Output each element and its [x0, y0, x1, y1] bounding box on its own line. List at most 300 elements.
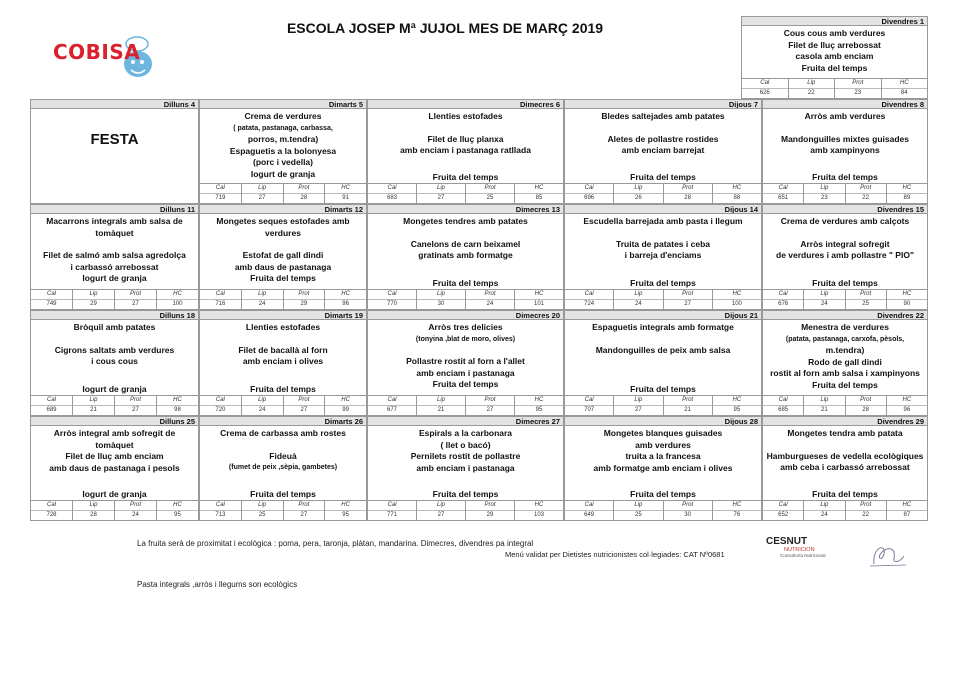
nutrition-table	[763, 500, 927, 520]
menu-dishes	[763, 214, 927, 262]
day-cell	[199, 213, 367, 310]
nutrition-hc-label: HC	[515, 501, 563, 511]
dish-line: verdures	[265, 227, 301, 238]
dessert-line: Fruita del temps	[432, 278, 499, 288]
nutrition-prot-value: 27	[300, 511, 308, 518]
dish-line: Crema de verdures	[244, 111, 322, 121]
dish-line: Pernilets rostit de pollastre	[410, 451, 521, 461]
dish-line: Canelons de carn beixamel	[410, 238, 521, 249]
nutrition-cal	[763, 184, 804, 203]
dish-line: amb enciam i pastanaga	[416, 462, 515, 473]
nutrition-hc	[713, 396, 761, 415]
dish-line: de verdures i amb pollastre " PIO"	[776, 250, 914, 260]
dish-line	[368, 345, 563, 356]
dish-line	[200, 239, 366, 250]
nutrition-cal-value: 651	[778, 194, 789, 201]
dish-line: ( patata, pastanaga, carbassa,	[233, 124, 333, 132]
nutrition-hc-label: HC	[882, 79, 928, 89]
nutrition-prot	[284, 290, 326, 309]
dish-line: Rodo de gall dindi	[808, 356, 882, 367]
nutrition-hc	[325, 501, 366, 520]
nutrition-lip	[614, 501, 663, 520]
nutrition-cal-value: 724	[584, 300, 595, 307]
nutrition-lip-value: 24	[258, 300, 266, 307]
day-cell	[30, 213, 199, 310]
nutrition-cal	[200, 501, 242, 520]
nutrition-cal-value: 713	[215, 511, 226, 518]
cobisa-logo	[53, 30, 163, 85]
nutrition-lip	[614, 290, 663, 309]
nutrition-cal-value: 728	[46, 511, 57, 518]
nutrition-hc-label: HC	[713, 184, 761, 194]
dish-line: Mandonguilles de peix amb salsa	[595, 344, 731, 355]
dish-line: Filet de lluç arrebossat	[788, 39, 881, 50]
nutrition-prot	[284, 184, 326, 203]
nutrition-prot	[846, 184, 887, 203]
nutrition-prot-value: 22	[862, 511, 869, 518]
nutrition-cal-label: Cal	[763, 501, 803, 511]
nutrition-cal	[565, 501, 614, 520]
dish-line: i carbassó arrebossat	[70, 261, 159, 272]
nutrition-hc-value: 96	[342, 300, 349, 307]
dish-line: porros, m.tendra)	[247, 134, 319, 144]
nutrition-cal-label: Cal	[763, 396, 803, 406]
nutrition-lip-label: Lip	[417, 184, 465, 194]
day-cell	[199, 319, 367, 416]
nutrition-prot-value: 27	[300, 406, 308, 413]
nutrition-prot-label: Prot	[115, 396, 156, 406]
nutrition-hc-label: HC	[713, 396, 761, 406]
holiday-label: FESTA	[90, 131, 139, 148]
nutrition-lip-label: Lip	[614, 184, 662, 194]
dessert-line: Fruita del temps	[812, 489, 878, 499]
day-cell	[564, 425, 762, 521]
nutrition-cal-value: 689	[46, 406, 57, 413]
nutrition-lip-value: 27	[437, 511, 445, 518]
nutrition-hc-value: 96	[903, 406, 911, 413]
nutrition-lip-value: 30	[437, 300, 445, 307]
nutrition-cal	[200, 396, 242, 415]
nutrition-cal	[763, 396, 804, 415]
nutrition-prot-value: 27	[684, 300, 691, 307]
dish-line	[565, 228, 761, 239]
nutrition-prot-value: 21	[684, 406, 691, 413]
nutrition-prot-label: Prot	[115, 501, 156, 511]
dessert-line: Fruita del temps	[432, 489, 499, 499]
dish-line: Mongetes tendra amb patata	[787, 428, 903, 438]
menu-dishes	[565, 426, 761, 474]
dish-line: Mongetes seques estofades amb	[216, 216, 350, 226]
nutrition-hc-label: HC	[325, 184, 366, 194]
nutrition-hc-value: 95	[733, 406, 741, 413]
nutrition-lip-label: Lip	[242, 184, 283, 194]
nutrition-prot-value: 24	[486, 300, 494, 307]
day-cell	[762, 213, 928, 310]
dish-line: Mongetes tendres amb patates	[403, 216, 528, 226]
nutrition-lip-value: 27	[635, 406, 642, 413]
nutrition-hc-label: HC	[515, 290, 563, 300]
nutrition-lip-label: Lip	[804, 184, 844, 194]
nutrition-hc	[515, 396, 563, 415]
nutrition-hc-label: HC	[515, 184, 563, 194]
dish-line: amb enciam i olives	[242, 356, 324, 366]
nutrition-lip	[73, 501, 115, 520]
nutrition-hc	[887, 396, 927, 415]
day-header: Dijous 21	[564, 310, 762, 320]
nutrition-cal-value: 696	[584, 194, 595, 201]
nutrition-cal-label: Cal	[31, 290, 72, 300]
nutrition-cal	[200, 184, 242, 203]
fruit-note: La fruita serà de proximitat i ecològica : poma, pera, taronja, plàtan, mandarina. Dimecres, divendres pa integral	[137, 539, 534, 548]
nutrition-prot-value: 27	[132, 300, 139, 307]
day-cell	[367, 425, 564, 521]
day-cell	[762, 108, 928, 204]
nutrition-hc	[887, 501, 927, 520]
dish-line: Hamburgueses de vedella ecològiques	[766, 450, 924, 461]
dish-line: Filet de bacallà al forn	[238, 344, 328, 355]
day-header: Dimecres 27	[367, 416, 564, 426]
nutrition-hc	[713, 290, 761, 309]
nutrition-prot-value: 29	[486, 511, 494, 518]
nutrition-cal-label: Cal	[368, 184, 416, 194]
nutrition-hc-value: 99	[342, 406, 349, 413]
nutrition-prot	[466, 184, 515, 203]
nutrition-cal-value: 749	[46, 300, 57, 307]
nutrition-hc-label: HC	[515, 396, 563, 406]
dish-line: Arròs amb verdures	[804, 111, 886, 121]
nutrition-prot-label: Prot	[846, 396, 886, 406]
dessert-line: Fruita del temps	[630, 172, 696, 182]
dish-line: Aletes de pollastre rostides	[607, 133, 719, 144]
nutrition-prot-label: Prot	[835, 79, 881, 89]
day-header: Dilluns 4	[30, 99, 199, 109]
nutrition-hc-label: HC	[887, 184, 927, 194]
nutrition-cal-label: Cal	[763, 184, 803, 194]
nutrition-lip-value: 27	[437, 194, 445, 201]
nutrition-prot-label: Prot	[846, 501, 886, 511]
nutrition-cal-label: Cal	[565, 501, 613, 511]
menu-dishes	[742, 26, 927, 74]
nutrition-cal-label: Cal	[200, 290, 241, 300]
day-header: Dimecres 6	[367, 99, 564, 109]
nutrition-hc	[887, 290, 927, 309]
day-cell	[367, 319, 564, 416]
nutrition-hc-value: 88	[733, 194, 741, 201]
nutrition-table	[368, 289, 563, 309]
dish-line: tomàquet	[95, 227, 134, 238]
nutrition-prot-label: Prot	[466, 184, 514, 194]
nutrition-table	[368, 500, 563, 520]
nutrition-lip	[804, 396, 845, 415]
nutrition-hc	[157, 290, 198, 309]
dessert-line: Fruita del temps	[630, 384, 696, 394]
nutrition-lip	[614, 396, 663, 415]
nutrition-prot-label: Prot	[284, 184, 325, 194]
nutrition-prot-label: Prot	[284, 396, 325, 406]
nutrition-prot	[664, 184, 713, 203]
dessert-line: Iogurt de granja	[82, 489, 147, 499]
nutrition-cal-label: Cal	[565, 396, 613, 406]
nutrition-lip-value: 25	[258, 511, 266, 518]
nutrition-prot-label: Prot	[846, 184, 886, 194]
nutrition-lip	[789, 79, 836, 98]
nutrition-lip-value: 21	[821, 406, 828, 413]
nutrition-hc	[325, 290, 366, 309]
nutrition-prot-value: 29	[300, 300, 308, 307]
nutrition-cal-value: 676	[778, 300, 789, 307]
nutrition-prot-label: Prot	[664, 290, 712, 300]
nutrition-prot	[664, 396, 713, 415]
nutrition-cal-value: 683	[386, 194, 397, 201]
menu-dishes	[368, 320, 563, 391]
nutrition-cal	[31, 290, 73, 309]
nutrition-table	[200, 500, 366, 520]
dish-line: rostit al forn amb salsa i xampinyons	[770, 368, 920, 378]
nutrition-hc-label: HC	[157, 290, 198, 300]
nutrition-lip-value: 24	[258, 406, 266, 413]
nutrition-cal-label: Cal	[368, 396, 416, 406]
nutrition-prot	[115, 501, 157, 520]
nutrition-hc-value: 101	[533, 300, 544, 307]
nutrition-hc-label: HC	[325, 396, 366, 406]
dish-line: Filet de lluç amb enciam	[65, 451, 164, 461]
dish-line: ( llet o bacó)	[440, 439, 491, 450]
nutrition-hc-label: HC	[325, 290, 366, 300]
dish-line	[31, 239, 198, 250]
dish-line: Llenties estofades	[245, 322, 321, 332]
nutrition-cal	[565, 396, 614, 415]
day-cell	[30, 108, 199, 204]
nutrition-prot	[846, 501, 887, 520]
dish-line: Macarrons integrals amb salsa de	[46, 216, 183, 226]
nutrition-hc-label: HC	[713, 501, 761, 511]
dish-line: Fruita del temps	[801, 62, 868, 73]
nutrition-prot-value: 28	[862, 406, 869, 413]
nutrition-lip-label: Lip	[242, 396, 283, 406]
organic-note: Pasta integrals ,arròs i llegums son ecològics	[137, 580, 298, 589]
dish-line: (porc i vedella)	[253, 157, 313, 167]
dessert-line: Fruita del temps	[630, 489, 696, 499]
nutrition-hc	[515, 290, 563, 309]
dish-line: Cous cous amb verdures	[783, 28, 886, 38]
day-cell	[199, 425, 367, 521]
day-header: Dimarts 5	[199, 99, 367, 109]
nutrition-hc-label: HC	[713, 290, 761, 300]
dish-line: amb formatge amb enciam i olives	[593, 462, 733, 473]
nutrition-cal-value: 677	[386, 406, 397, 413]
nutrition-cal	[368, 184, 417, 203]
dish-line	[565, 123, 761, 134]
nutrition-lip	[804, 501, 845, 520]
menu-dishes	[565, 109, 761, 157]
dessert-line: Fruita del temps	[630, 278, 696, 288]
dish-line: Iogurt de granja	[82, 273, 147, 283]
dessert-line: Fruita del temps	[812, 172, 878, 182]
dish-line	[200, 440, 366, 451]
dish-line: amb xampinyons	[810, 145, 880, 155]
nutrition-prot-value: 28	[300, 194, 308, 201]
nutrition-lip-value: 24	[821, 511, 828, 518]
nutrition-hc	[325, 396, 366, 415]
day-cell	[367, 108, 564, 204]
nutrition-prot	[284, 501, 326, 520]
dish-line: Fruita del temps	[250, 273, 316, 283]
day-header: Dilluns 18	[30, 310, 199, 320]
day-cell-friday-1	[741, 25, 928, 99]
nutrition-prot-label: Prot	[664, 184, 712, 194]
nutrition-table	[200, 289, 366, 309]
validation-note: Menú validat per Dietistes nutricionistes col·legiades: CAT Nº0681	[505, 550, 725, 559]
nutrition-prot-value: 23	[854, 89, 862, 96]
menu-dishes	[368, 109, 563, 157]
nutrition-lip	[242, 396, 284, 415]
dish-line: Llenties estofades	[428, 111, 503, 121]
nutrition-lip-value: 24	[635, 300, 642, 307]
dish-line	[763, 123, 927, 134]
cesnut-logo	[766, 536, 836, 570]
nutrition-table	[763, 395, 927, 415]
nutrition-cal-label: Cal	[200, 396, 241, 406]
nutrition-cal-value: 649	[584, 511, 595, 518]
dish-line: Espaguetis a la bolonyesa	[229, 145, 337, 156]
nutrition-cal-value: 720	[215, 406, 226, 413]
dish-line	[763, 440, 927, 451]
dish-line: Menestra de verdures	[801, 322, 889, 332]
dish-line	[368, 228, 563, 239]
nutrition-prot	[835, 79, 882, 98]
nutrition-lip-value: 25	[635, 511, 642, 518]
nutrition-lip	[242, 290, 284, 309]
dish-line: (fumet de peix ,sèpia, gambetes)	[228, 464, 338, 471]
nutrition-cal	[763, 501, 804, 520]
dish-line: Fideuà	[269, 450, 297, 461]
dish-line: amb daus de pastanaga i pesols	[49, 462, 180, 473]
menu-dishes	[200, 320, 366, 368]
nutrition-hc-label: HC	[887, 396, 927, 406]
nutrition-prot-value: 27	[132, 406, 139, 413]
day-header: Dimarts 26	[199, 416, 367, 426]
nutrition-lip-value: 23	[821, 194, 828, 201]
nutrition-hc-label: HC	[887, 501, 927, 511]
nutrition-cal-value: 716	[215, 300, 226, 307]
nutrition-hc-value: 84	[900, 89, 908, 96]
nutrition-cal-label: Cal	[200, 184, 241, 194]
day-header: Divendres 8	[762, 99, 928, 109]
dish-line: Arròs integral sofregit	[800, 238, 890, 249]
nutrition-lip-value: 27	[258, 194, 266, 201]
nutrition-lip-label: Lip	[242, 290, 283, 300]
dish-line: amb enciam barrejat	[621, 145, 705, 155]
nutrition-cal	[368, 501, 417, 520]
day-header: Dilluns 11	[30, 204, 199, 214]
nutrition-table	[763, 183, 927, 203]
day-cell	[30, 425, 199, 521]
nutrition-hc	[157, 501, 198, 520]
dessert-line: Fruita del temps	[250, 489, 316, 499]
nutrition-cal-label: Cal	[565, 290, 613, 300]
dish-line: Iogurt de granja	[250, 168, 316, 179]
nutrition-lip	[804, 290, 845, 309]
dish-line: amb daus de pastanaga	[234, 261, 332, 272]
signature-icon	[868, 538, 908, 568]
nutrition-cal	[763, 290, 804, 309]
nutrition-hc	[713, 501, 761, 520]
nutrition-cal-value: 771	[386, 511, 397, 518]
cesnut-sub2: Consultoría Nutricional	[780, 553, 826, 558]
nutrition-cal-label: Cal	[31, 396, 72, 406]
nutrition-lip	[242, 184, 284, 203]
nutrition-lip	[417, 290, 466, 309]
nutrition-lip-label: Lip	[804, 501, 844, 511]
nutrition-lip	[804, 184, 845, 203]
dish-line: Espirals a la carbonara	[418, 428, 513, 438]
day-header: Dijous 14	[564, 204, 762, 214]
day-cell	[367, 213, 564, 310]
menu-dishes	[368, 214, 563, 262]
nutrition-cal	[368, 290, 417, 309]
dish-line: amb enciam i pastanaga	[416, 367, 515, 378]
nutrition-prot-value: 27	[486, 406, 494, 413]
nutrition-prot-label: Prot	[115, 290, 156, 300]
nutrition-hc-value: 98	[174, 406, 181, 413]
nutrition-prot-label: Prot	[284, 290, 325, 300]
nutrition-prot	[466, 396, 515, 415]
nutrition-prot-label: Prot	[846, 290, 886, 300]
nutrition-prot	[115, 396, 157, 415]
dish-line	[763, 228, 927, 239]
nutrition-cal-label: Cal	[742, 79, 788, 89]
nutrition-prot	[846, 396, 887, 415]
nutrition-hc-value: 87	[903, 511, 911, 518]
nutrition-hc	[515, 184, 563, 203]
nutrition-prot-value: 28	[684, 194, 691, 201]
menu-dishes	[31, 320, 198, 368]
nutrition-table	[763, 289, 927, 309]
nutrition-lip	[417, 501, 466, 520]
day-header: Dimarts 19	[199, 310, 367, 320]
cesnut-sub: NUTRICION	[784, 547, 815, 553]
dish-line: Arròs integral amb sofregit de	[53, 428, 176, 438]
nutrition-prot	[846, 290, 887, 309]
dish-line: Cigrons saltats amb verdures	[54, 344, 175, 355]
nutrition-prot	[664, 501, 713, 520]
day-cell	[762, 319, 928, 416]
dish-line: Escudella barrejada amb pasta i llegum	[583, 216, 743, 226]
menu-dishes	[565, 214, 761, 262]
nutrition-cal-label: Cal	[368, 501, 416, 511]
dish-line	[200, 334, 366, 345]
nutrition-lip-label: Lip	[417, 290, 465, 300]
nutrition-lip-label: Lip	[73, 290, 114, 300]
day-header: Dijous 28	[564, 416, 762, 426]
nutrition-hc	[157, 396, 198, 415]
dish-line: (patata, pastanaga, carxofa, pèsols,	[785, 335, 905, 343]
day-cell	[564, 319, 762, 416]
nutrition-hc-value: 76	[733, 511, 741, 518]
dish-line: gratinats amb formatge	[418, 250, 513, 260]
dessert-line: Fruita del temps	[812, 278, 878, 288]
nutrition-prot	[284, 396, 326, 415]
dish-line: Bròquil amb patates	[73, 322, 156, 332]
menu-dishes	[368, 426, 563, 474]
dish-line: Truita de patates i ceba	[615, 238, 710, 249]
nutrition-lip-value: 22	[807, 89, 815, 96]
day-header: Dimecres 20	[367, 310, 564, 320]
nutrition-lip-label: Lip	[789, 79, 835, 89]
nutrition-prot-label: Prot	[466, 396, 514, 406]
nutrition-lip-value: 24	[821, 300, 828, 307]
dish-line: Fruita del temps	[432, 379, 499, 389]
